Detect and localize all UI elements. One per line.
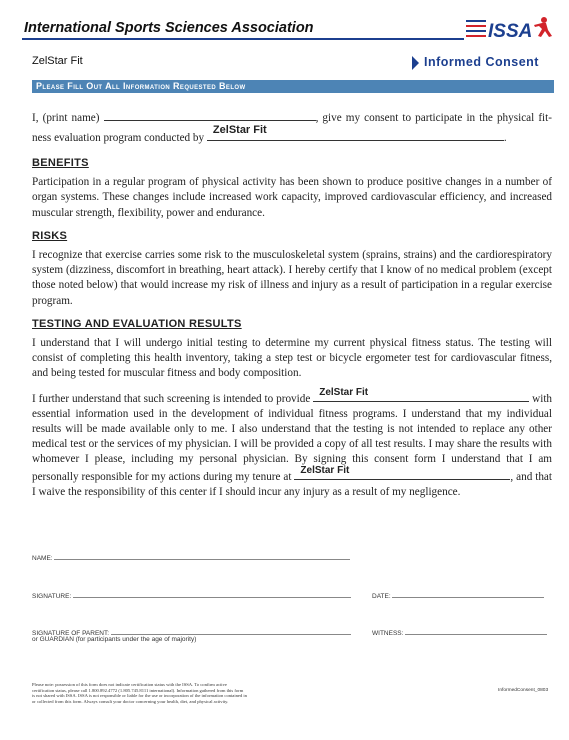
screening-provider-field[interactable] [313, 387, 529, 402]
name-label: NAME: [32, 555, 53, 562]
date-label: DATE: [372, 593, 391, 600]
witness-label: WITNESS: [372, 630, 404, 637]
intro-paragraph: I, (print name) , give my consent to participate in the physical fit-ness evaluation program conducted by ZelStar Fit . [32, 108, 552, 148]
date-field[interactable] [392, 591, 544, 598]
conducted-by-value: ZelStar Fit [212, 124, 267, 136]
org-name: International Sports Sciences Association [24, 20, 314, 36]
consent-body [32, 108, 552, 508]
testing-text-b: with essential information used in the development of individual fitness programs. I understand that my individual results will be made available only to me. I also understand that the testing is not intended to replace any other medical test or the services of my physician. I will be provided a copy of all test results. I may share the results with whomever I please, including my personal physician. By signing this consent form I understand that I am personally responsible for my actions during my tenure at [32, 392, 553, 483]
svg-text:ISSA: ISSA [488, 21, 533, 42]
name-row [32, 553, 350, 562]
footer-note: Please note: possession of this form does not indicate certification status with the ISSA. To confirm active certification status, please call 1.800.892.4772 (1.805.745.8111 international). Information gathered from this form is not shared with ISSA. ISSA is not responsible or liable for the use or incorporation of the information contained in or collected from this form. Always consult your doctor concerning your health, diet, and physical activity. [32, 682, 247, 704]
signature-row [32, 591, 351, 600]
document-title: Informed Consent [424, 55, 539, 69]
benefits-paragraph: Participation in a regular program of physical activity has been shown to produce positive changes in a number of organ systems. These changes include increased work capacity, improved cardiovascular efficiency, and increased muscular strength, flexibility, power and endurance. [32, 176, 552, 219]
org-header-bar [22, 18, 464, 40]
testing-paragraph-1: I understand that I will undergo initial testing to determine my current physical fitness status. The testing will consist of completing this health inventory, taking a step test or bicycle ergometer test for cardiovascular fitness, and being tested for muscular fitness and body composition. [32, 337, 552, 380]
witness-field[interactable] [405, 628, 547, 635]
document-title-block [412, 55, 554, 71]
intro-text-1: I, (print name) [32, 112, 100, 124]
instruction-banner [32, 80, 554, 93]
name-field[interactable] [54, 553, 350, 560]
company-name: ZelStar Fit [32, 55, 83, 67]
arrow-icon [412, 56, 419, 70]
screening-provider-value: ZelStar Fit [319, 387, 369, 399]
instruction-banner-text: Please Fill Out All Information Requested Below [36, 81, 246, 91]
risks-heading: RISKS [32, 229, 68, 242]
print-name-field[interactable] [104, 109, 316, 121]
benefits-heading: BENEFITS [32, 157, 89, 169]
guardian-label: or GUARDIAN (for participants under the age of majority) [32, 636, 197, 643]
testing-text-a: I further understand that such screening is intended to provide [32, 392, 311, 405]
signature-field[interactable] [73, 591, 351, 598]
risks-paragraph: I recognize that exercise carries some risk to the musculoskeletal system (sprains, strains) and the cardiorespiratory system (dizziness, discomfort in breathing, heart attack). I hereby certify that I know of no medical problem (except those noted below) that would increase my risk of illness and injury as a result of participation in a regular exercise program. [32, 249, 552, 307]
guardian-note [32, 636, 196, 643]
testing-heading: TESTING AND EVALUATION RESULTS [32, 317, 242, 330]
date-row [372, 591, 544, 600]
witness-row [372, 628, 547, 637]
conducted-by-field[interactable] [207, 124, 504, 141]
parent-signature-field[interactable] [111, 628, 351, 635]
parent-signature-label: SIGNATURE OF PARENT: [32, 630, 110, 637]
testing-text-c: , and that I waive the responsibility of this center if I should incur any injury as a result of my negligence. [32, 470, 552, 498]
signature-label: SIGNATURE: [32, 593, 72, 600]
testing-paragraph-2 [32, 387, 553, 500]
intro-text-2: , give my consent to participate in the physical fit-ness evaluation program conducted by [32, 112, 552, 144]
issa-logo [466, 14, 554, 44]
form-code: InformedConsent_0803 [498, 688, 549, 693]
tenure-center-field[interactable] [294, 465, 510, 480]
tenure-center-value: ZelStar Fit [300, 465, 350, 477]
